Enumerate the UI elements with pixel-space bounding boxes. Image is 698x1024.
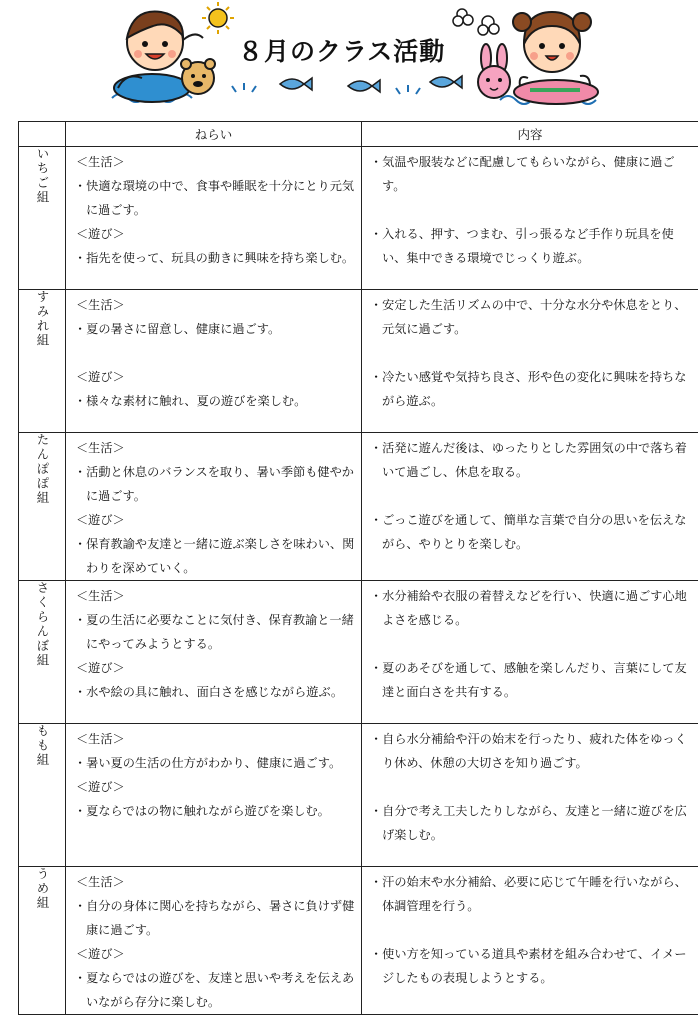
class-name: いちご組 bbox=[35, 147, 50, 205]
list-item: ・気温や服装などに配慮してもらいながら、健康に過ごす。 bbox=[370, 155, 675, 193]
spacer bbox=[368, 484, 692, 508]
class-name-cell bbox=[19, 433, 66, 581]
list-item: ・自ら水分補給や汗の始末を行ったり、疲れた体をゆっくり休め、休憩の大切さを知り過ごす。 bbox=[370, 732, 687, 770]
aim-cell bbox=[66, 867, 362, 1015]
content-cell bbox=[362, 147, 698, 290]
table-row bbox=[19, 867, 698, 1015]
spacer bbox=[368, 918, 692, 942]
list-item: ・活動と休息のバランスを取り、暑い季節も健やかに過ごす。 bbox=[74, 465, 354, 503]
class-name: もも組 bbox=[35, 724, 50, 768]
list-item: ・保育教諭や友達と一緒に遊ぶ楽しさを味わい、関わりを深めていく。 bbox=[74, 537, 355, 575]
table-header-row bbox=[19, 122, 698, 147]
list-item: ・自分の身体に関心を持ちながら、暑さに負けず健康に過ごす。 bbox=[74, 899, 355, 937]
list-item: ・冷たい感覚や気持ち良さ、形や色の変化に興味を持ちながら遊ぶ。 bbox=[370, 370, 687, 408]
girl-illustration-icon bbox=[513, 12, 598, 104]
section-label: ＜遊び＞ bbox=[76, 780, 125, 794]
section-label: ＜遊び＞ bbox=[76, 661, 125, 675]
content-cell bbox=[362, 433, 698, 581]
list-item: ・夏ならではの物に触れながら遊びを楽しむ。 bbox=[74, 804, 330, 818]
list-item: ・水や絵の具に触れ、面白さを感じながら遊ぶ。 bbox=[74, 685, 344, 699]
sun-icon bbox=[202, 2, 234, 34]
spacer bbox=[368, 198, 692, 222]
list-item: ・汗の始末や水分補給、必要に応じて午睡を行いながら、体調管理を行う。 bbox=[370, 875, 687, 913]
content-cell bbox=[362, 581, 698, 724]
table-row bbox=[19, 724, 698, 867]
table-row bbox=[19, 290, 698, 433]
list-item: ・自分で考え工夫したりしながら、友達と一緒に遊びを広げ楽しむ。 bbox=[370, 804, 687, 842]
content-cell bbox=[362, 290, 698, 433]
spacer bbox=[368, 341, 692, 365]
section-label: ＜生活＞ bbox=[76, 875, 125, 889]
aim-cell bbox=[66, 433, 362, 581]
section-label: ＜遊び＞ bbox=[76, 947, 125, 961]
list-item: ・快適な環境の中で、食事や睡眠を十分にとり元気に過ごす。 bbox=[74, 179, 355, 217]
list-item: ・活発に遊んだ後は、ゆったりとした雰囲気の中で落ち着いて過ごし、休息を取る。 bbox=[370, 441, 687, 479]
class-name-cell bbox=[19, 867, 66, 1015]
activity-table bbox=[18, 121, 698, 1015]
section-label: ＜生活＞ bbox=[76, 589, 125, 603]
flower-icon bbox=[453, 9, 499, 35]
class-name: うめ組 bbox=[35, 867, 50, 911]
list-item: ・入れる、押す、つまむ、引っ張るなど手作り玩具を使い、集中できる環境でじっくり遊ぶ。 bbox=[370, 227, 674, 265]
class-name: すみれ組 bbox=[35, 290, 50, 348]
section-label: ＜生活＞ bbox=[76, 441, 125, 455]
table-row bbox=[19, 147, 698, 290]
list-item: ・ごっこ遊びを通して、簡単な言葉で自分の思いを伝えながら、やりとりを楽しむ。 bbox=[370, 513, 687, 551]
class-name-cell bbox=[19, 581, 66, 724]
column-header-class bbox=[19, 122, 66, 147]
section-label: ＜生活＞ bbox=[76, 298, 125, 312]
column-header-content: 内容 bbox=[362, 122, 698, 147]
list-item: ・夏ならではの遊びを、友達と思いや考えを伝えあいながら存分に楽しむ。 bbox=[74, 971, 355, 1009]
class-name-cell bbox=[19, 147, 66, 290]
section-label: ＜生活＞ bbox=[76, 732, 125, 746]
list-item: ・水分補給や衣服の着替えなどを行い、快適に過ごす心地よさを感じる。 bbox=[370, 589, 687, 627]
section-label: ＜生活＞ bbox=[76, 155, 125, 169]
aim-cell bbox=[66, 581, 362, 724]
list-item: ・夏の生活に必要なことに気付き、保育教諭と一緒にやってみようとする。 bbox=[74, 613, 354, 651]
spacer bbox=[368, 775, 692, 799]
aim-cell bbox=[66, 724, 362, 867]
table-row bbox=[19, 433, 698, 581]
header-banner bbox=[0, 0, 698, 112]
rabbit-icon bbox=[478, 44, 510, 98]
list-item: ・夏の暑さに留意し、健康に過ごす。 bbox=[74, 322, 281, 336]
splash-icon bbox=[232, 83, 420, 94]
fish-icon bbox=[280, 76, 462, 92]
class-name: さくらんぼ組 bbox=[35, 581, 50, 668]
aim-cell bbox=[66, 147, 362, 290]
content-cell bbox=[362, 724, 698, 867]
column-header-aim: ねらい bbox=[66, 122, 362, 147]
section-label: ＜遊び＞ bbox=[76, 227, 125, 241]
spacer bbox=[368, 632, 692, 656]
section-label: ＜遊び＞ bbox=[76, 370, 125, 384]
list-item: ・夏のあそびを通して、感触を楽しんだり、言葉にして友達と面白さを共有する。 bbox=[370, 661, 687, 699]
list-item: ・様々な素材に触れ、夏の遊びを楽しむ。 bbox=[74, 394, 307, 408]
content-cell bbox=[362, 867, 698, 1015]
section-label: ＜遊び＞ bbox=[76, 513, 125, 527]
spacer bbox=[72, 341, 355, 365]
bear-icon bbox=[181, 59, 215, 94]
list-item: ・使い方を知っている道具や素材を組み合わせて、イメージしたもの表現しようとする。 bbox=[370, 947, 687, 985]
class-name: たんぽぽ組 bbox=[35, 433, 50, 506]
class-name-cell bbox=[19, 290, 66, 433]
aim-cell bbox=[66, 290, 362, 433]
table-row bbox=[19, 581, 698, 724]
page-title: ８月のクラス活動 bbox=[238, 37, 446, 66]
class-name-cell bbox=[19, 724, 66, 867]
list-item: ・暑い夏の生活の仕方がわかり、健康に過ごす。 bbox=[74, 756, 342, 770]
list-item: ・指先を使って、玩具の動きに興味を持ち楽しむ。 bbox=[74, 251, 355, 265]
list-item: ・安定した生活リズムの中で、十分な水分や休息をとり、元気に過ごす。 bbox=[370, 298, 687, 336]
